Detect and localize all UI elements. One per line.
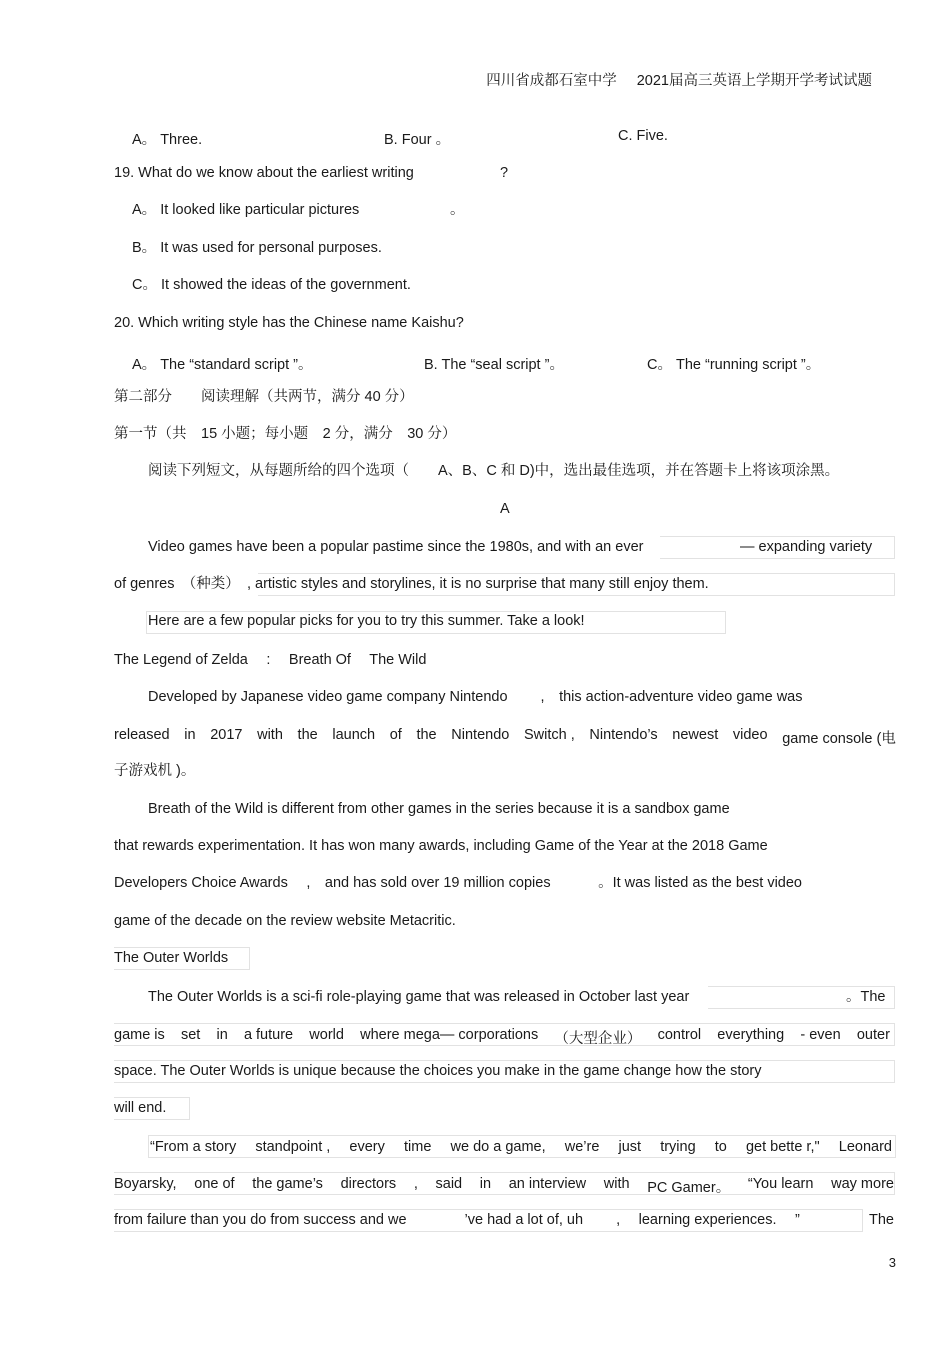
q19-option-c: C。 It showed the ideas of the government. xyxy=(132,277,411,293)
zelda-title: The Legend of Zelda : Breath Of The Wild xyxy=(114,652,427,668)
page-number: 3 xyxy=(888,1255,896,1270)
para-line: Developers Choice Awards , and has sold over 19 million copies 。It was listed as the best video xyxy=(114,875,802,891)
para-line-end: The xyxy=(869,1212,894,1228)
para-line: will end. xyxy=(114,1100,167,1116)
q18-option-a: A。 Three. xyxy=(132,132,203,148)
para-line: from failure than you do from success and we ’ve had a lot of, uh , learning experiences. ” xyxy=(114,1212,800,1228)
header-exam-title: 2021届高三英语上学期开学考试试题 xyxy=(636,73,872,89)
page-header xyxy=(486,74,872,89)
para-line: Here are a few popular picks for you to try this summer. Take a look! xyxy=(148,613,585,629)
header-school: 四川省成都石室中学 xyxy=(486,73,617,89)
q20-stem: 20. Which writing style has the Chinese name Kaishu? xyxy=(114,315,464,331)
q19-stem: 19. What do we know about the earliest writing xyxy=(114,165,414,181)
subsection-heading: 第一节（共 15 小题；每小题 2 分，满分 30 分） xyxy=(114,426,457,442)
para-line: Video games have been a popular pastime since the 1980s, and with an ever xyxy=(148,539,644,555)
para-line: The Outer Worlds is a sci-fi role-playing game that was released in October last year xyxy=(148,989,690,1005)
para-line: space. The Outer Worlds is unique because the choices you make in the game change how the story xyxy=(114,1063,762,1079)
instruction: 阅读下列短文，从每题所给的四个选项（ A、B、C 和 D)中，选出最佳选项，并在答题卡上将该项涂黑。 xyxy=(148,463,840,479)
para-line: 子游戏机 )。 xyxy=(114,763,196,779)
para-line: game of the decade on the review website Metacritic. xyxy=(114,913,456,929)
para-line-end: 。The xyxy=(846,989,886,1005)
para-line: that rewards experimentation. It has won many awards, including Game of the Year at the 2018 Game xyxy=(114,838,768,854)
q20-option-c: C。 The “running script ”。 xyxy=(647,357,821,373)
para-line: Developed by Japanese video game company Nintendo , this action-adventure video game was xyxy=(148,689,803,705)
q19-option-b: B。 It was used for personal purposes. xyxy=(132,240,382,256)
q19-option-a: A。 It looked like particular pictures xyxy=(132,202,360,218)
para-line-justified: Boyarsky, one of the game’s directors , said in an interview with PC Gamer。 “You learn way more xyxy=(114,1176,894,1196)
q18-option-b: B. Four 。 xyxy=(384,132,451,148)
para-line-justified: “From a story standpoint , every time we do a game, we’re just trying to get bette r," Leonard xyxy=(150,1139,892,1155)
section-heading: 第二部分 阅读理解（共两节，满分 40 分） xyxy=(114,389,414,405)
q19-option-a-end: 。 xyxy=(450,202,465,218)
para-line-end: — expanding variety xyxy=(740,539,873,555)
para-line-justified: released in 2017 with the launch of the Nintendo Switch , Nintendo’s newest video game console (电 xyxy=(114,727,896,747)
q20-option-a: A。 The “standard script ”。 xyxy=(132,357,313,373)
para-line: of genres （种类） , artistic styles and storylines, it is no surprise that many still enjoy them. xyxy=(114,576,709,592)
q20-option-b: B. The “seal script ”。 xyxy=(424,357,564,373)
passage-label: A xyxy=(500,501,510,517)
para-line: Breath of the Wild is different from other games in the series because it is a sandbox game xyxy=(148,801,730,817)
para-line-justified: game is set in a future world where mega— corporations （大型企业） control everything - even outer xyxy=(114,1027,890,1047)
q18-option-c: C. Five. xyxy=(618,128,668,144)
outer-worlds-title: The Outer Worlds xyxy=(114,950,229,966)
q19-qmark: ? xyxy=(500,165,509,181)
